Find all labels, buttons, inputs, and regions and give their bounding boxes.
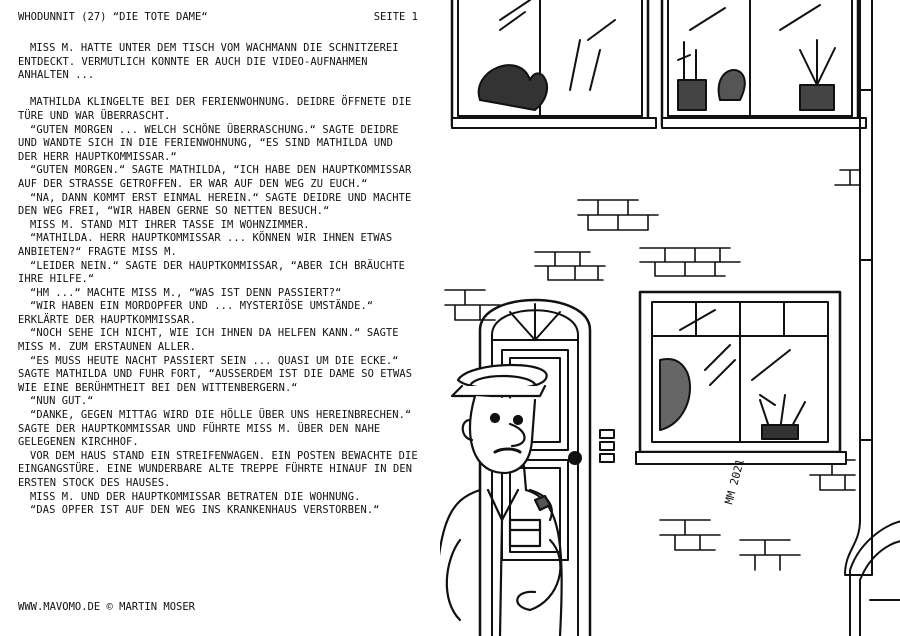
paragraph: “DAS OPFER IST AUF DEN WEG INS KRANKENHAUS VERSTORBEN.“ bbox=[30, 504, 380, 517]
paragraph: “NA, DANN KOMMT ERST EINMAL HEREIN.“ SAGTE DEIDRE UND MACHTE DEN WEG FREI, “WIR HABEN GERNE SO NETTEN BESUCH.“ bbox=[18, 191, 418, 218]
upper-window-left bbox=[452, 0, 656, 128]
paragraph: “WIR HABEN EIN MORDOPFER UND ... MYSTERIÖSE UMSTÄNDE.“ ERKLÄRTE DER HAUPTKOMMISSAR. bbox=[18, 300, 380, 326]
paragraph: VOR DEM HAUS STAND EIN STREIFENWAGEN. EIN POSTEN BEWACHTE DIE EINGANGSTÜRE. EINE WUNDERBARE ALTE TREPPE FÜHRTE HINAUF IN DEN ERSTEN STOCK DES HAUSES. bbox=[18, 449, 425, 489]
paragraph: “ES MUSS HEUTE NACHT PASSIERT SEIN ... QUASI UM DIE ECKE.“ SAGTE MATHILDA UND FUHR FORT, “AUSSERDEM IST DIE DAME SO ETWAS WIE EINE BERÜHMTHEIT BEI DEN WITTENBERGERN.“ bbox=[18, 354, 419, 394]
paragraph: MISS M. HATTE UNTER DEM TISCH VOM WACHMANN DIE SCHNITZEREI ENTDECKT. VERMUTLICH KONNTE ER AUCH DIE VIDEO-AUFNAHMEN ANHALTEN ... bbox=[18, 42, 405, 82]
paragraph: MATHILDA KLINGELTE BEI DER FERIENWOHNUNG. DEIDRE ÖFFNETE DIE TÜRE UND WAR ÜBERRASCHT. bbox=[18, 96, 418, 122]
footer-credit: WWW.MAVOMO.DE © MARTIN MOSER bbox=[18, 601, 196, 613]
comic-illustration bbox=[440, 0, 900, 636]
story-text bbox=[18, 42, 425, 518]
policeman-figure bbox=[440, 365, 562, 636]
paragraph: “DANKE, GEGEN MITTAG WIRD DIE HÖLLE ÜBER UNS HEREINBRECHEN.“ SAGTE DER HAUPTKOMMISSAR UND FÜHRTE MISS M. ÜBER DEN NAHE GELEGENEN KIRCHHOF. bbox=[18, 409, 418, 449]
page-number: SEITE 1 bbox=[373, 11, 418, 23]
paragraph: “MATHILDA. HERR HAUPTKOMMISSAR ... KÖNNEN WIR IHNEN ETWAS ANBIETEN?“ FRAGTE MISS M. bbox=[18, 232, 399, 258]
story-title: WHODUNNIT (27) “DIE TOTE DAME“ bbox=[18, 11, 208, 23]
artist-signature: MM 2021 bbox=[722, 457, 747, 506]
lower-window bbox=[636, 292, 846, 464]
paragraph: “HM ...“ MACHTE MISS M., “WAS IST DENN PASSIERT?“ bbox=[30, 286, 342, 299]
paragraph: “NUN GUT.“ bbox=[30, 395, 94, 408]
text-column bbox=[18, 0, 425, 636]
paragraph: “NOCH SEHE ICH NICHT, WIE ICH IHNEN DA HELFEN KANN.“ SAGTE MISS M. ZUM ERSTAUNEN ALLER. bbox=[18, 327, 405, 354]
paragraph: MISS M. STAND MIT IHRER TASSE IM WOHNZIMMER. bbox=[30, 218, 310, 231]
paragraph: MISS M. UND DER HAUPTKOMMISSAR BETRATEN DIE WOHNUNG. bbox=[30, 490, 361, 503]
paragraph: “GUTEN MORGEN ... WELCH SCHÖNE ÜBERRASCHUNG.“ SAGTE DEIDRE UND WANDTE SICH IN DIE FERIENWOHNUNG, “ES SIND MATHILDA UND DER HERR HAUPTKOMMISSAR.“ bbox=[18, 123, 405, 163]
upper-window-right bbox=[662, 0, 866, 128]
paragraph: “GUTEN MORGEN.“ SAGTE MATHILDA, “ICH HABE DEN HAUPTKOMMISSAR AUF DER STRASSE GETROFFEN. ER WAR AUF DEN WEG ZU EUCH.“ bbox=[18, 164, 418, 190]
paragraph: “LEIDER NEIN.“ SAGTE DER HAUPTKOMMISSAR, “ABER ICH BRÄUCHTE IHRE HILFE.“ bbox=[18, 259, 412, 286]
